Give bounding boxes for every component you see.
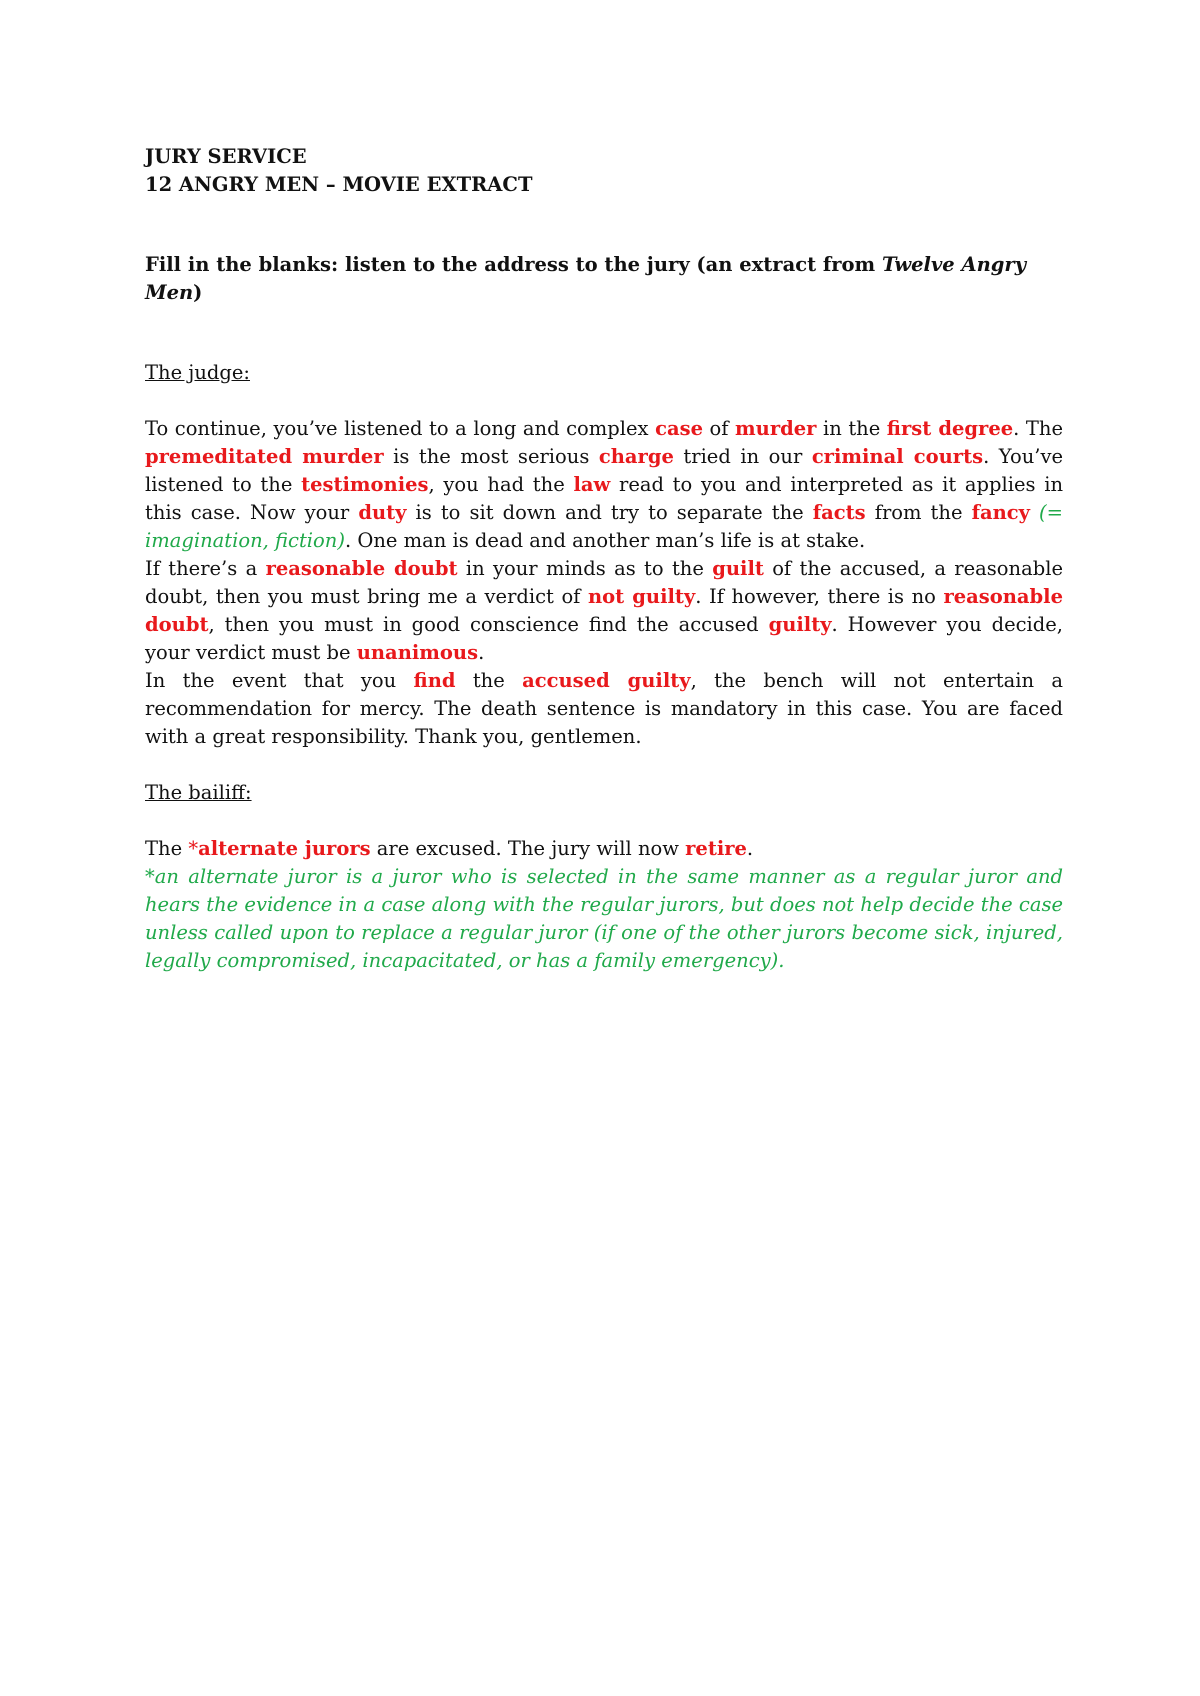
instruction-line [145, 251, 1063, 307]
text-run: of the accused, a reasonable doubt, then you must bring me a verdict of [145, 557, 1063, 608]
judge-paragraph-2 [145, 555, 1063, 667]
answer-blank: unanimous [356, 641, 479, 664]
text-run: . One man is dead and another man’s life is at stake. [344, 529, 866, 552]
instruction-text: Fill in the blanks: listen to the address to the jury (an extract from [145, 253, 882, 276]
text-run: is the most serious [383, 445, 599, 468]
text-run: , you had the [428, 473, 574, 496]
text-run: In the event that you [145, 669, 414, 692]
text-run: . [478, 641, 485, 664]
text-run [1030, 501, 1039, 524]
instruction-film-title: Twelve Angry Men [145, 253, 1027, 304]
text-run: read to you and interpreted as it applies in this case. Now your [145, 473, 1063, 524]
gloss-note: (= imagination, fiction) [145, 501, 1063, 552]
text-run: from the [865, 501, 972, 524]
judge-paragraph-3 [145, 667, 1063, 751]
text-run: of [702, 417, 736, 440]
text-run: , then you must in good conscience find the accused [208, 613, 769, 636]
judge-paragraph-1 [145, 415, 1063, 555]
answer-blank: law [573, 473, 611, 496]
text-run: . You’ve listened to the [145, 445, 1064, 496]
answer-blank: case [655, 417, 703, 440]
answer-blank: reasonable doubt [145, 585, 1063, 636]
text-run: the [455, 669, 523, 692]
bailiff-speaker-label: The bailiff: [145, 781, 252, 804]
answer-blank: criminal courts [811, 445, 984, 468]
answer-blank: testimonies [301, 473, 429, 496]
text-run: If there’s a [145, 557, 266, 580]
text-run: . The [1013, 417, 1063, 440]
answer-blank: not guilty [587, 585, 696, 608]
text-run: . However you decide, your verdict must be [145, 613, 1063, 664]
answer-blank: retire [685, 837, 747, 860]
answer-blank: find [413, 669, 456, 692]
instruction-close: ) [193, 281, 203, 304]
answer-blank: premeditated murder [145, 445, 384, 468]
text-run: is to sit down and try to separate the [406, 501, 813, 524]
document-page [145, 143, 1063, 975]
alternate-juror-footnote: *an alternate juror is a juror who is selected in the same manner as a regular juror and hears the evidence in a case along with the regular jurors, but does not help decide the case unless called upon to replace a regular juror (if one of the other jurors become sick, injured, legally compromised, incapacitated, or has a family emergency). [145, 865, 1063, 972]
document-header-line1: JURY SERVICE [145, 145, 307, 168]
text-run: . If however, there is no [695, 585, 944, 608]
document-header-line2: 12 ANGRY MEN – MOVIE EXTRACT [145, 173, 533, 196]
answer-blank: reasonable doubt [265, 557, 458, 580]
answer-blank: fancy [971, 501, 1030, 524]
answer-blank: guilty [768, 613, 832, 636]
bailiff-paragraph [145, 835, 1063, 863]
text-run: in the [816, 417, 887, 440]
answer-blank: first degree [886, 417, 1014, 440]
answer-blank: charge [598, 445, 674, 468]
text-run: . [746, 837, 754, 860]
text-run: The [145, 837, 189, 860]
footnote-marker: * [188, 837, 199, 860]
text-run: tried in our [673, 445, 812, 468]
answer-blank: duty [358, 501, 407, 524]
judge-speaker-label: The judge: [145, 361, 250, 384]
text-run: in your minds as to the [457, 557, 713, 580]
text-run: To continue, you’ve listened to a long and complex [145, 417, 656, 440]
answer-blank: alternate jurors [198, 837, 371, 860]
answer-blank: murder [735, 417, 817, 440]
answer-blank: accused guilty [522, 669, 691, 692]
text-run: are excused. The jury will now [370, 837, 686, 860]
answer-blank: facts [812, 501, 866, 524]
text-run: , the bench will not entertain a recommendation for mercy. The death sentence is mandatory in this case. You are faced with a great responsibility. Thank you, gentlemen. [145, 669, 1063, 748]
answer-blank: guilt [712, 557, 764, 580]
